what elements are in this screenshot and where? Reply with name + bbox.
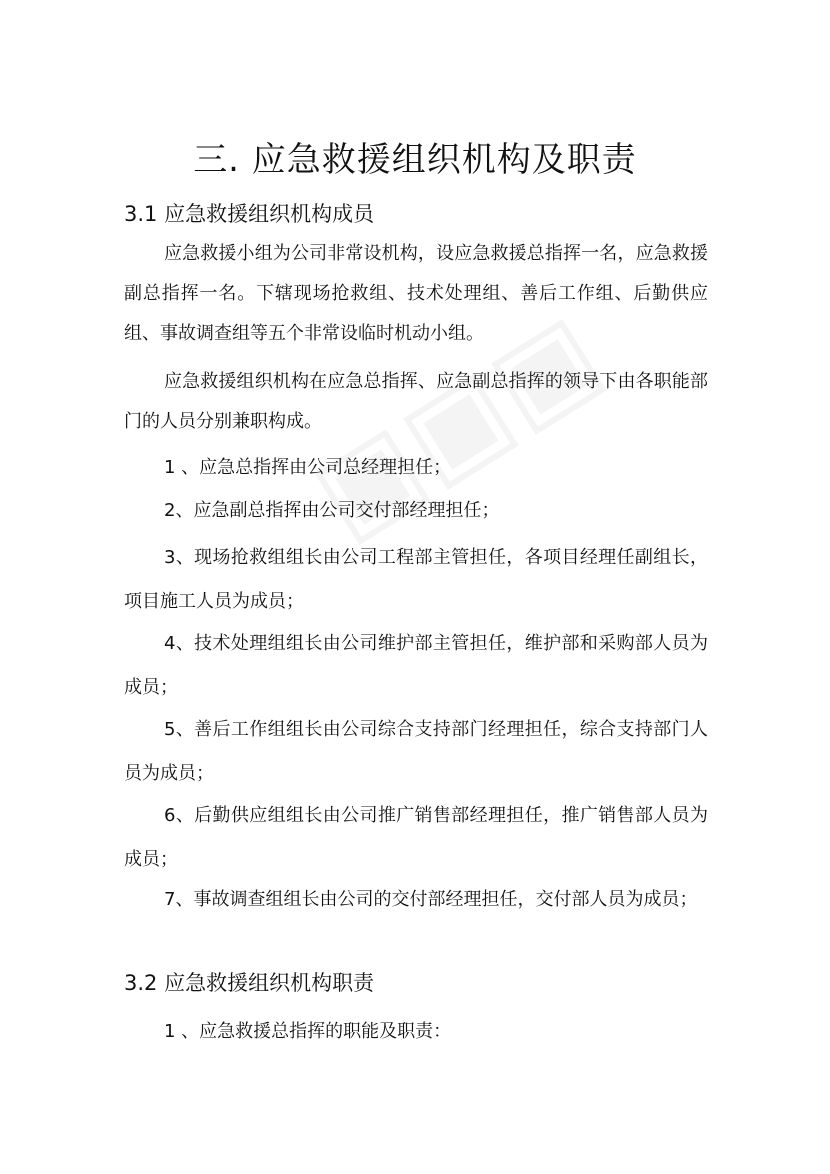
list-item-duties-1: 1 、应急救援总指挥的职能及职责：: [164, 1021, 452, 1042]
paragraph-structure: 应急救援组织机构在应急总指挥、应急副总指挥的领导下由各职能部门的人员分别兼职构成。: [124, 371, 708, 432]
list-item-2: 2、应急副总指挥由公司交付部经理担任；: [164, 500, 500, 521]
list-item-7: 7、事故调查组组长由公司的交付部经理担任，交付部人员为成员；: [164, 889, 698, 910]
list-item-6: 6、后勤供应组组长由公司推广销售部经理担任，推广销售部人员为成员；: [124, 805, 708, 870]
list-item-1: 1 、应急总指挥由公司总经理担任；: [164, 457, 452, 478]
list-item-5: 5、善后工作组组长由公司综合支持部门经理担任，综合支持部门人员为成员；: [124, 719, 708, 784]
paragraph-intro: 应急救援小组为公司非常设机构，设应急救援总指挥一名，应急救援副总指挥一名。下辖现场抢救组、技术处理组、善后工作组、后勤供应组、事故调查组等五个非常设临时机动小组。: [124, 243, 708, 344]
page-title: 三. 应急救援组织机构及职责: [193, 140, 637, 180]
section-heading-3-1: 3.1 应急救援组织机构成员: [124, 202, 375, 226]
list-item-3: 3、现场抢救组组长由公司工程部主管担任，各项目经理任副组长，项目施工人员为成员；: [124, 547, 708, 612]
list-item-4: 4、技术处理组组长由公司维护部主管担任，维护部和采购部人员为成员；: [124, 633, 708, 698]
section-heading-3-2: 3.2 应急救援组织机构职责: [124, 971, 375, 995]
